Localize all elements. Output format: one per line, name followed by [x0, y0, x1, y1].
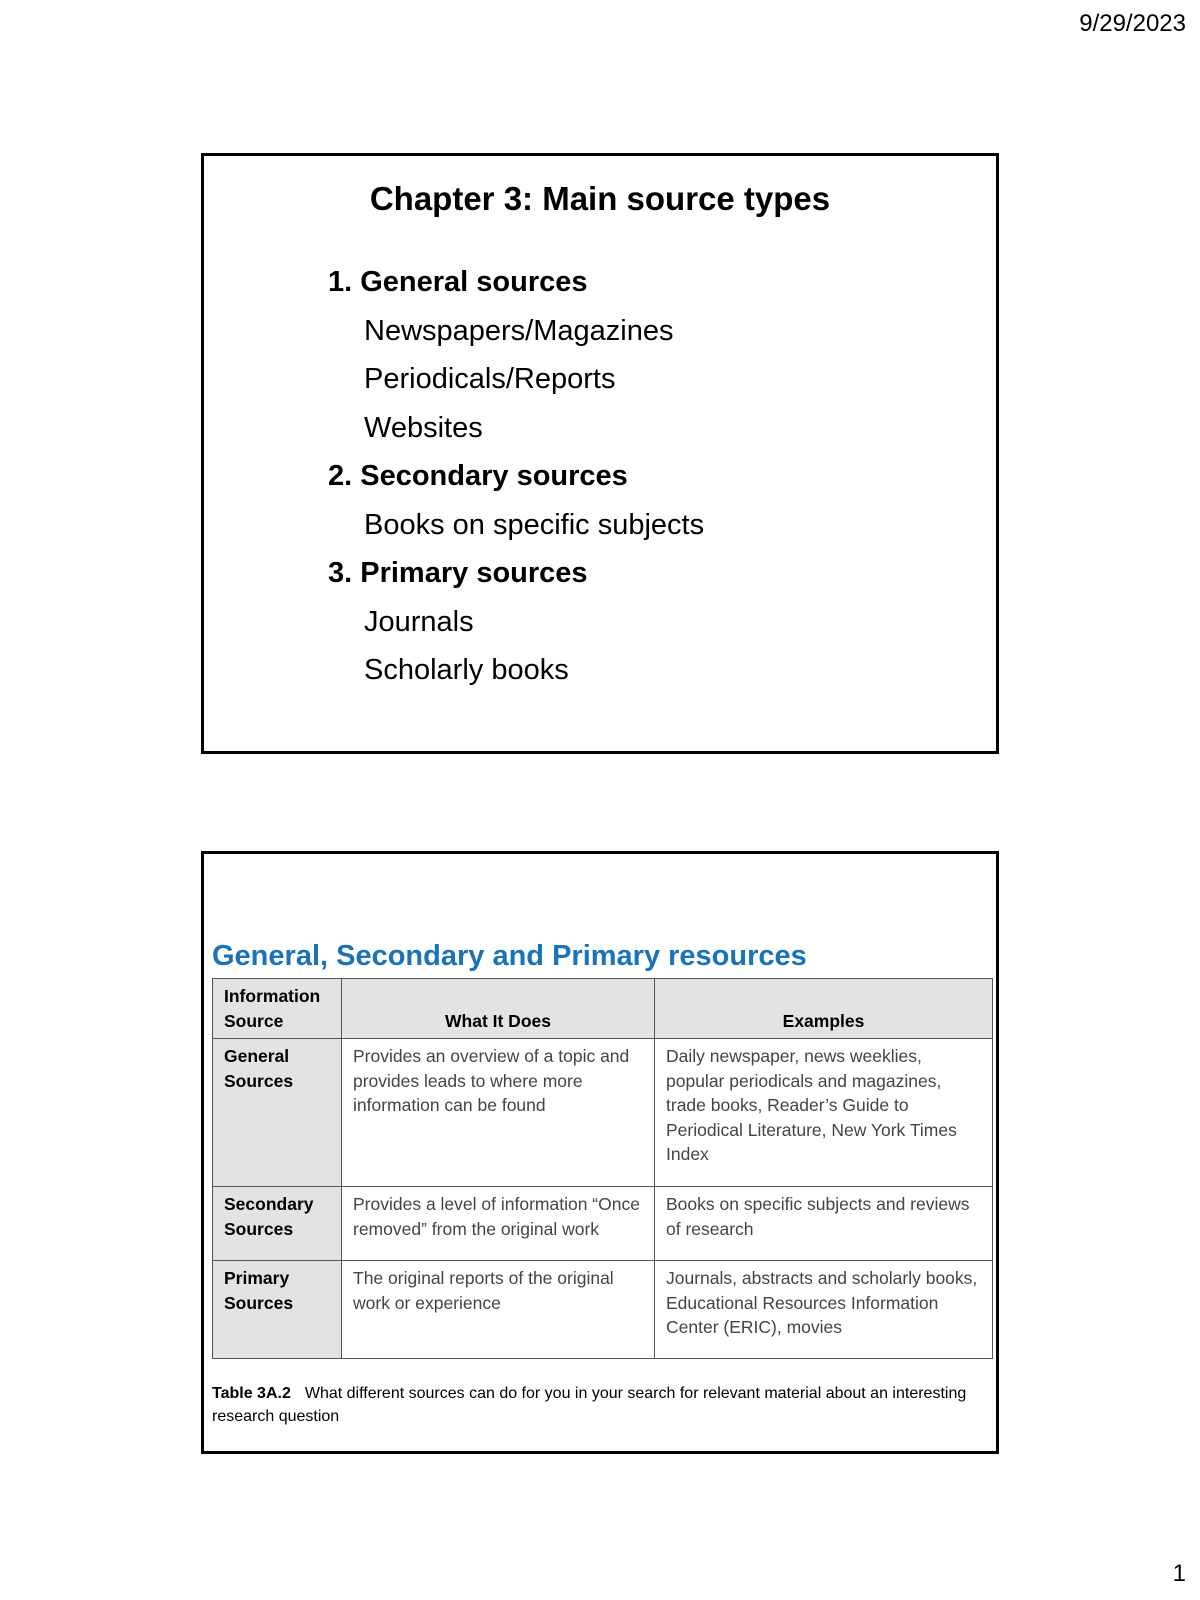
slide-title: Chapter 3: Main source types	[369, 180, 831, 217]
list-heading-general: 1. General sources	[328, 266, 588, 298]
list-item: Newspapers/Magazines	[364, 314, 674, 347]
list-heading-secondary: 2. Secondary sources	[328, 460, 628, 492]
caption-text: What different sources can do for you in your search for relevant material about an interesting research question	[212, 1385, 967, 1425]
caption-label: Table 3A.2	[212, 1385, 291, 1402]
column-header-what-it-does: What It Does	[342, 979, 655, 1039]
source-type-list	[328, 258, 704, 695]
table-row	[213, 1039, 993, 1187]
resources-table	[212, 978, 993, 1359]
row-description: Provides a level of information “Once removed” from the original work	[342, 1187, 655, 1261]
list-item: Books on specific subjects	[364, 508, 705, 541]
row-source-label: General Sources	[213, 1039, 342, 1187]
column-header-source: Information Source	[213, 979, 342, 1039]
list-item: Journals	[364, 605, 474, 638]
row-description: The original reports of the original work or experience	[342, 1261, 655, 1359]
slide-title: General, Secondary and Primary resources	[212, 940, 807, 972]
table-caption	[212, 1382, 996, 1428]
row-examples: Journals, abstracts and scholarly books, Educational Resources Information Center (ERIC), movies	[655, 1261, 993, 1359]
page-number: 1	[1172, 1560, 1186, 1587]
column-header-examples: Examples	[655, 979, 993, 1039]
table-header-row	[213, 979, 993, 1039]
list-item: Websites	[364, 411, 483, 444]
row-examples: Daily newspaper, news weeklies, popular periodicals and magazines, trade books, Reader’s Guide to Periodical Literature, New York Times Index	[655, 1039, 993, 1187]
list-item: Periodicals/Reports	[364, 363, 616, 395]
slide-main-source-types	[201, 153, 999, 754]
row-source-label: Primary Sources	[213, 1261, 342, 1359]
print-date: 9/29/2023	[1079, 10, 1186, 37]
row-source-label: Secondary Sources	[213, 1187, 342, 1261]
list-heading-primary: 3. Primary sources	[328, 557, 588, 589]
table-row	[213, 1261, 993, 1359]
row-description: Provides an overview of a topic and provides leads to where more information can be found	[342, 1039, 655, 1187]
slide-resources-table	[201, 851, 999, 1454]
list-item: Scholarly books	[364, 654, 569, 686]
table-row	[213, 1187, 993, 1261]
row-examples: Books on specific subjects and reviews of research	[655, 1187, 993, 1261]
